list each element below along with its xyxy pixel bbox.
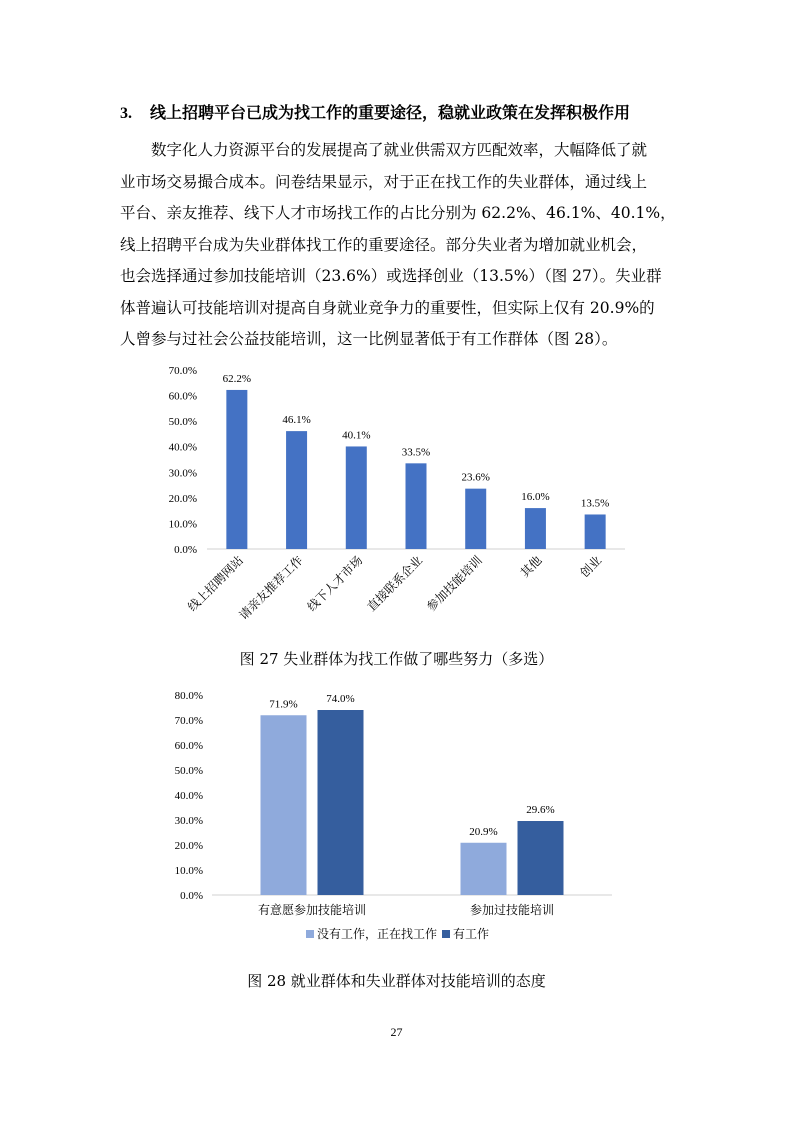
y-tick-label: 30.0% <box>174 815 203 827</box>
y-tick-label: 20.0% <box>174 840 203 852</box>
legend-label: 没有工作，正在找工作 <box>317 927 438 941</box>
paragraph-line: 线上招聘平台成为失业群体找工作的重要途径。部分失业者为增加就业机会， <box>120 235 648 254</box>
x-tick-label: 线上招聘网站 <box>185 553 246 615</box>
bar <box>346 446 367 549</box>
y-tick-label: 50.0% <box>174 765 203 777</box>
y-tick-label: 20.0% <box>168 492 197 505</box>
x-tick-label: 其他 <box>517 553 545 581</box>
y-tick-label: 70.0% <box>168 365 197 377</box>
y-tick-label: 70.0% <box>174 715 203 727</box>
bar <box>518 821 564 895</box>
data-label: 13.5% <box>580 497 610 510</box>
bar <box>585 514 606 549</box>
data-label: 33.5% <box>401 446 431 459</box>
x-tick-label: 创业 <box>577 553 605 581</box>
x-tick-label: 参加过技能培训 <box>469 903 555 917</box>
data-label: 29.6% <box>526 804 555 816</box>
bar <box>286 431 307 549</box>
data-label: 46.1% <box>282 414 311 427</box>
data-label: 71.9% <box>269 698 298 711</box>
data-label: 62.2% <box>222 372 252 385</box>
data-label: 20.9% <box>469 825 498 838</box>
page-number: 27 <box>390 1025 403 1039</box>
y-tick-label: 0.0% <box>180 890 203 902</box>
bar <box>525 508 546 549</box>
y-tick-label: 60.0% <box>174 740 203 752</box>
legend-swatch <box>306 930 314 938</box>
bar <box>318 710 364 895</box>
x-tick-label: 参加技能培训 <box>424 553 485 615</box>
data-label: 40.1% <box>342 429 371 442</box>
y-tick-label: 40.0% <box>168 441 197 454</box>
paragraph-line: 人曾参与过社会公益技能培训，这一比例显著低于有工作群体（图 28）。 <box>120 330 618 348</box>
x-tick-label: 有意愿参加技能培训 <box>257 903 367 917</box>
y-tick-label: 30.0% <box>168 467 197 480</box>
y-tick-label: 10.0% <box>174 865 203 877</box>
y-tick-label: 10.0% <box>168 518 197 531</box>
x-tick-label: 直接联系企业 <box>364 553 426 615</box>
data-label: 23.6% <box>461 471 490 484</box>
y-tick-label: 50.0% <box>168 416 197 429</box>
data-label: 74.0% <box>326 693 355 705</box>
figure-28-caption: 图 28 就业群体和失业群体对技能培训的态度 <box>247 972 546 990</box>
y-tick-label: 40.0% <box>174 790 203 802</box>
bar <box>406 463 427 549</box>
figure-27-bar-chart <box>0 355 793 645</box>
bar <box>226 390 247 549</box>
x-tick-label: 线下人才市场 <box>304 553 366 615</box>
section-number: 3. <box>120 105 132 122</box>
section-title: 线上招聘平台已成为找工作的重要途径，稳就业政策在发挥积极作用 <box>150 103 631 122</box>
paragraph-line: 数字化人力资源平台的发展提高了就业供需双方匹配效率，大幅降低了就 <box>151 141 648 159</box>
data-label: 16.0% <box>521 491 550 504</box>
y-tick-label: 60.0% <box>168 390 197 403</box>
paragraph-line: 体普遍认可技能培训对提高自身就业竞争力的重要性，但实际上仅有 20.9%的 <box>120 298 655 317</box>
paragraph-line: 平台、亲友推荐、线下人才市场找工作的占比分别为 62.2%、46.1%、40.1%， <box>120 204 676 222</box>
y-tick-label: 80.0% <box>174 690 203 702</box>
figure-27-caption: 图 27 失业群体为找工作做了哪些努力（多选） <box>239 650 554 668</box>
body-paragraph <box>120 135 680 356</box>
bar <box>461 843 507 895</box>
legend-label: 有工作 <box>453 927 490 941</box>
paragraph-line: 业市场交易撮合成本。问卷结果显示，对于正在找工作的失业群体，通过线上 <box>120 172 648 191</box>
x-tick-label: 请亲友推荐工作 <box>236 553 306 623</box>
legend-swatch <box>442 930 450 938</box>
paragraph-line: 也会选择通过参加技能培训（23.6%）或选择创业（13.5%）（图 27）。失业群 <box>120 267 662 285</box>
section-heading <box>120 100 630 123</box>
y-tick-label: 0.0% <box>174 544 197 556</box>
bar <box>261 715 307 895</box>
bar <box>465 489 486 549</box>
figure-28-grouped-bar-chart <box>0 680 793 950</box>
